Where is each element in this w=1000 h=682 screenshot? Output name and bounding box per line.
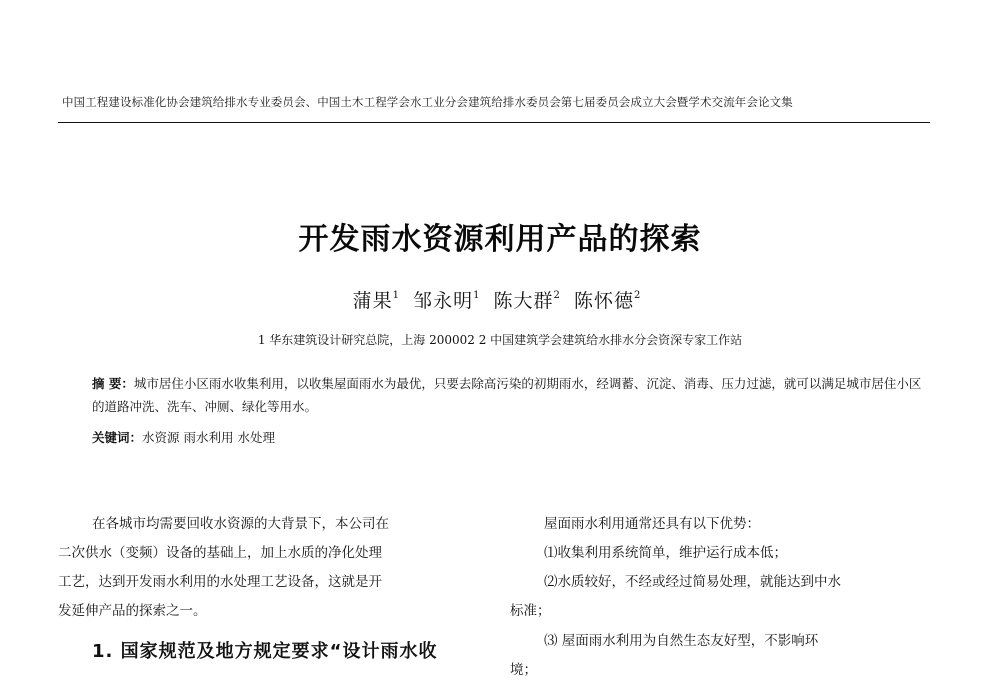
paper-title: 开发雨水资源利用产品的探索 (298, 222, 702, 257)
author-affiliation-mark: 1 (473, 290, 481, 301)
body-line: 二次供水（变频）设备的基础上，加上水质的净化处理 (58, 545, 382, 561)
list-item: ⑵水质较好，不经或经过简易处理，就能达到中水 (544, 574, 841, 590)
body-line: 工艺，达到开发雨水利用的水处理工艺设备，这就是开 (58, 574, 382, 590)
author-affiliation-mark: 2 (633, 290, 642, 301)
list-item: ⑶ 屋面雨水利用为自然生态友好型，不影响环 (544, 633, 819, 649)
section-heading: 1. 国家规范及地方规定要求“设计雨水收 (92, 641, 438, 662)
author-list (0, 286, 1000, 313)
abstract-label: 摘 要： (92, 376, 134, 391)
author-name: 蒲果 (352, 290, 393, 312)
author-name: 陈怀德 (573, 290, 634, 312)
running-header: 中国工程建设标准化协会建筑给排水专业委员会、中国土木工程学会水工业分会建筑给排水委员会第七届委员会成立大会暨学术交流年会论文集 (62, 95, 793, 109)
abstract (92, 372, 922, 418)
body-line: 在各城市均需要回收水资源的大背景下，本公司在 (92, 516, 389, 532)
keywords (92, 428, 275, 446)
abstract-text: 城市居住小区雨水收集利用，以收集屋面雨水为最优，只要去除高污染的初期雨水，经调蓄、沉淀、消毒、压力过滤，就可以满足城市居住小区的道路冲洗、洗车、冲厕、绿化等用水。 (92, 376, 922, 414)
author-name: 邹永明 (413, 290, 474, 312)
body-line: 屋面雨水利用通常还具有以下优势： (544, 516, 760, 532)
author-affiliation-mark: 1 (392, 290, 401, 301)
author-affiliation-mark: 2 (553, 290, 561, 301)
keywords-label: 关键词： (92, 430, 143, 445)
list-item-continued: 标准； (510, 603, 551, 619)
affiliations: 1 华东建筑设计研究总院，上海 200002 2 中国建筑学会建筑给水排水分会资深专家工作站 (257, 333, 743, 347)
header-rule (58, 122, 930, 123)
list-item: ⑴收集利用系统简单，维护运行成本低； (544, 545, 787, 561)
keywords-text: 水资源 雨水利用 水处理 (142, 430, 275, 445)
author-name: 陈大群 (493, 290, 554, 312)
body-line: 发延伸产品的探索之一。 (58, 603, 207, 619)
list-item-continued: 境； (510, 662, 537, 678)
